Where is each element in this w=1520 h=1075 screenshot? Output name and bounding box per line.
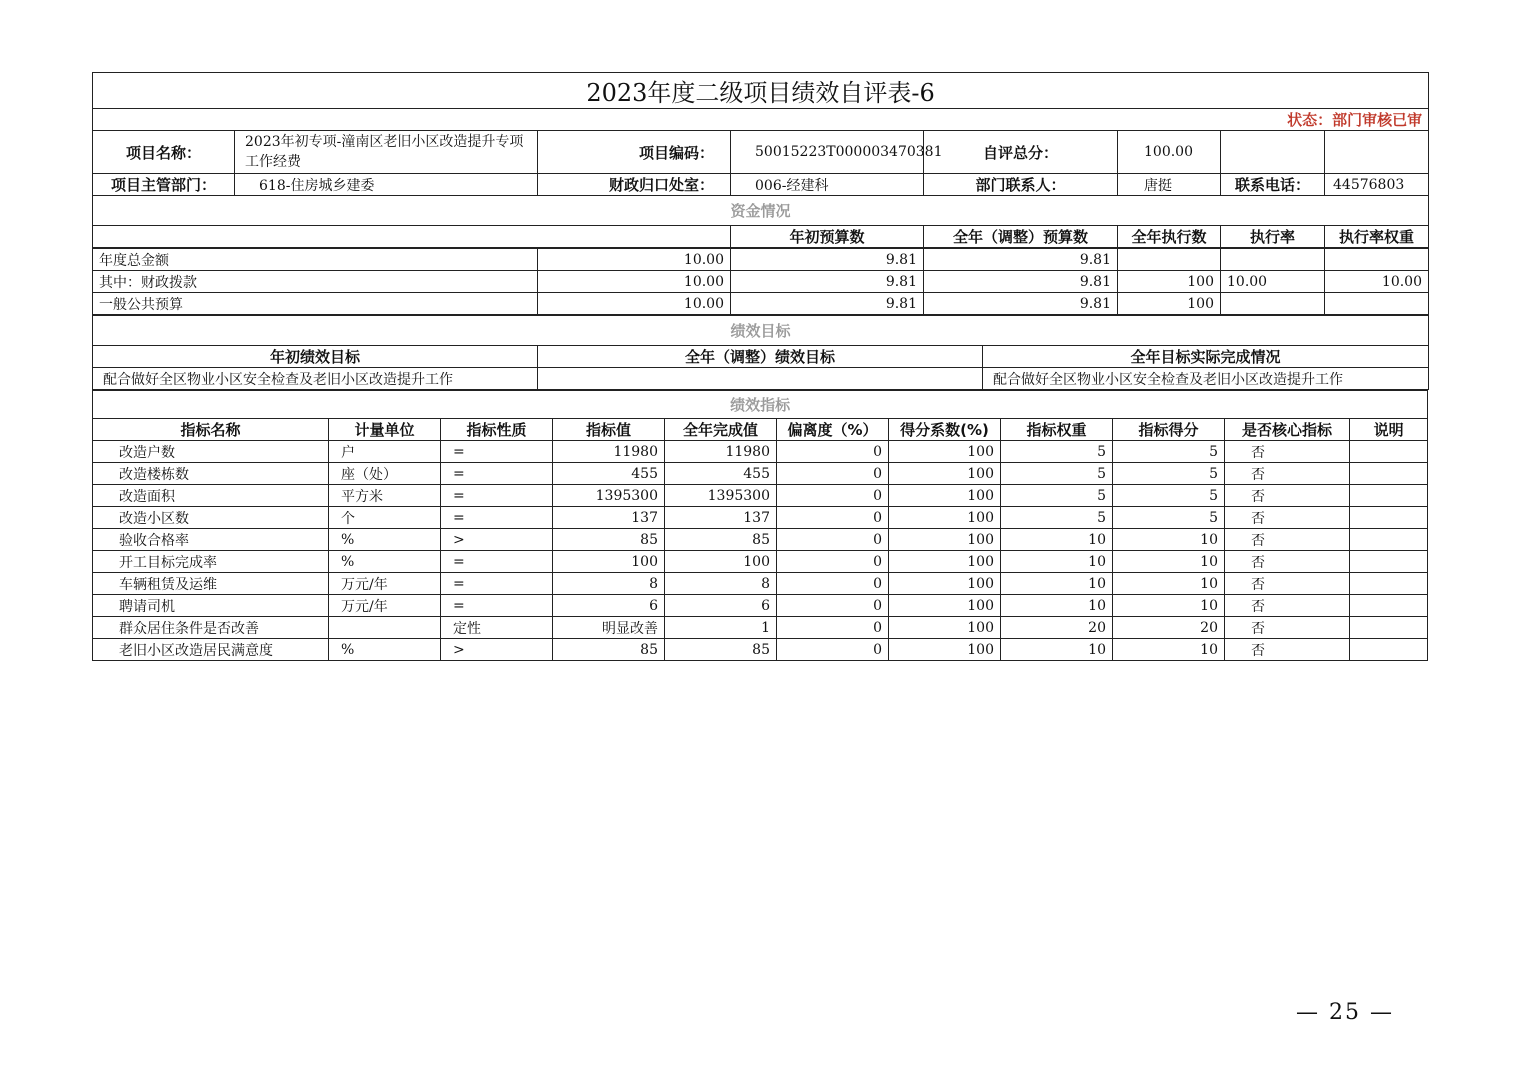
goals-header: 年初绩效目标 bbox=[93, 346, 538, 368]
indicator-header: 指标得分 bbox=[1113, 419, 1225, 441]
indicator-cell: 5 bbox=[1113, 441, 1225, 463]
indicator-cell: % bbox=[329, 551, 441, 573]
table-row bbox=[93, 573, 1428, 595]
page-number: — 25 — bbox=[1296, 1000, 1394, 1025]
funds-table bbox=[92, 248, 1429, 315]
indicator-cell: = bbox=[441, 573, 553, 595]
funds-cell: 9.81 bbox=[924, 293, 1118, 315]
status-badge: 状态：部门审核已审 bbox=[93, 109, 1429, 131]
indicator-cell: 6 bbox=[553, 595, 665, 617]
funds-section-title: 资金情况 bbox=[93, 196, 1429, 226]
indicator-cell bbox=[1350, 617, 1428, 639]
indicators-table bbox=[92, 390, 1428, 661]
indicator-cell: 0 bbox=[777, 617, 889, 639]
contact-label: 部门联系人： bbox=[924, 174, 1118, 196]
project-name-value: 2023年初专项-潼南区老旧小区改造提升专项工作经费 bbox=[235, 131, 538, 174]
indicator-cell: 100 bbox=[889, 617, 1001, 639]
indicator-header: 偏离度（%） bbox=[777, 419, 889, 441]
goals-section-title: 绩效目标 bbox=[93, 316, 1429, 346]
indicator-cell: 座（处） bbox=[329, 463, 441, 485]
table-row bbox=[93, 271, 1429, 293]
indicator-cell: 0 bbox=[777, 507, 889, 529]
indicator-cell bbox=[329, 617, 441, 639]
indicator-cell: = bbox=[441, 551, 553, 573]
indicator-cell: 100 bbox=[889, 639, 1001, 661]
indicator-cell: 否 bbox=[1225, 551, 1350, 573]
indicator-cell bbox=[1350, 639, 1428, 661]
empty-cell bbox=[1221, 131, 1325, 174]
indicator-cell: > bbox=[441, 639, 553, 661]
funds-header-blank bbox=[93, 226, 731, 248]
phone-label: 联系电话： bbox=[1221, 174, 1325, 196]
dept-value: 618-住房城乡建委 bbox=[235, 174, 538, 196]
indicator-cell: 5 bbox=[1113, 463, 1225, 485]
indicator-cell: > bbox=[441, 529, 553, 551]
goal-actual: 配合做好全区物业小区安全检查及老旧小区改造提升工作 bbox=[983, 368, 1429, 390]
indicator-cell: 否 bbox=[1225, 617, 1350, 639]
funds-header: 执行率权重 bbox=[1325, 226, 1429, 248]
indicator-cell: 0 bbox=[777, 639, 889, 661]
table-row bbox=[93, 529, 1428, 551]
indicator-cell: 万元/年 bbox=[329, 595, 441, 617]
indicator-cell: 100 bbox=[553, 551, 665, 573]
indicator-cell: 137 bbox=[665, 507, 777, 529]
indicator-cell: 20 bbox=[1113, 617, 1225, 639]
project-code-value: 50015223T000003470381 bbox=[731, 131, 924, 174]
indicator-header: 全年完成值 bbox=[665, 419, 777, 441]
funds-cell: 9.81 bbox=[731, 271, 924, 293]
indicator-cell: % bbox=[329, 639, 441, 661]
indicator-cell: 1395300 bbox=[553, 485, 665, 507]
table-row bbox=[93, 463, 1428, 485]
indicator-cell: 否 bbox=[1225, 507, 1350, 529]
indicator-cell bbox=[1350, 595, 1428, 617]
indicator-cell: % bbox=[329, 529, 441, 551]
indicator-cell: 5 bbox=[1001, 441, 1113, 463]
indicator-cell: 0 bbox=[777, 463, 889, 485]
table-row bbox=[93, 639, 1428, 661]
dept-label: 项目主管部门： bbox=[93, 174, 235, 196]
indicator-cell: 5 bbox=[1001, 463, 1113, 485]
indicator-name: 老旧小区改造居民满意度 bbox=[93, 639, 329, 661]
indicator-cell: 10 bbox=[1113, 595, 1225, 617]
funds-cell bbox=[1325, 293, 1429, 315]
indicator-cell: 0 bbox=[777, 595, 889, 617]
indicator-cell: 10 bbox=[1001, 595, 1113, 617]
funds-cell bbox=[1325, 249, 1429, 271]
indicator-header: 得分系数(%) bbox=[889, 419, 1001, 441]
funds-row-label: 其中：财政拨款 bbox=[93, 271, 538, 293]
indicator-cell: 85 bbox=[553, 639, 665, 661]
indicator-cell: 否 bbox=[1225, 529, 1350, 551]
indicator-cell: 100 bbox=[889, 551, 1001, 573]
funds-cell: 100 bbox=[1118, 293, 1221, 315]
indicator-cell: 20 bbox=[1001, 617, 1113, 639]
indicator-rows bbox=[93, 441, 1428, 661]
indicator-cell bbox=[1350, 573, 1428, 595]
goal-adjusted bbox=[538, 368, 983, 390]
indicator-name: 改造楼栋数 bbox=[93, 463, 329, 485]
indicator-cell: 万元/年 bbox=[329, 573, 441, 595]
funds-cell: 9.81 bbox=[731, 249, 924, 271]
funds-header: 执行率 bbox=[1221, 226, 1325, 248]
indicator-cell: 455 bbox=[553, 463, 665, 485]
funds-cell: 9.81 bbox=[924, 249, 1118, 271]
indicator-cell: 11980 bbox=[665, 441, 777, 463]
table-row bbox=[93, 368, 1429, 390]
indicator-cell: 85 bbox=[665, 529, 777, 551]
goal-initial: 配合做好全区物业小区安全检查及老旧小区改造提升工作 bbox=[93, 368, 538, 390]
indicator-header: 是否核心指标 bbox=[1225, 419, 1350, 441]
funds-row-label: 年度总金额 bbox=[93, 249, 538, 271]
funds-header: 全年执行数 bbox=[1118, 226, 1221, 248]
project-code-label: 项目编码： bbox=[538, 131, 731, 174]
funds-header: 全年（调整）预算数 bbox=[924, 226, 1118, 248]
indicator-cell: 6 bbox=[665, 595, 777, 617]
table-row bbox=[93, 441, 1428, 463]
indicator-cell bbox=[1350, 441, 1428, 463]
indicator-cell: 8 bbox=[553, 573, 665, 595]
indicator-cell: 1395300 bbox=[665, 485, 777, 507]
funds-cell: 10.00 bbox=[538, 249, 731, 271]
table-row bbox=[93, 595, 1428, 617]
indicator-cell: 10 bbox=[1001, 573, 1113, 595]
funds-cell: 100 bbox=[1118, 271, 1221, 293]
goals-header: 全年（调整）绩效目标 bbox=[538, 346, 983, 368]
indicator-header: 说明 bbox=[1350, 419, 1428, 441]
goals-header: 全年目标实际完成情况 bbox=[983, 346, 1429, 368]
summary-table bbox=[92, 72, 1429, 248]
indicator-cell: 100 bbox=[889, 485, 1001, 507]
table-row bbox=[93, 249, 1429, 271]
indicator-cell: 10 bbox=[1001, 551, 1113, 573]
indicators-section-title: 绩效指标 bbox=[93, 391, 1428, 419]
funds-cell: 10.00 bbox=[1221, 271, 1325, 293]
indicator-cell: 0 bbox=[777, 485, 889, 507]
indicator-name: 聘请司机 bbox=[93, 595, 329, 617]
indicator-cell: 5 bbox=[1113, 507, 1225, 529]
indicator-cell: 8 bbox=[665, 573, 777, 595]
indicator-cell: 否 bbox=[1225, 485, 1350, 507]
indicator-name: 改造面积 bbox=[93, 485, 329, 507]
indicator-header: 指标性质 bbox=[441, 419, 553, 441]
indicator-name: 改造小区数 bbox=[93, 507, 329, 529]
project-name-label: 项目名称： bbox=[93, 131, 235, 174]
indicator-header: 指标名称 bbox=[93, 419, 329, 441]
indicator-cell: 否 bbox=[1225, 573, 1350, 595]
funds-row-label: 一般公共预算 bbox=[93, 293, 538, 315]
indicator-cell: 明显改善 bbox=[553, 617, 665, 639]
indicator-name: 改造户数 bbox=[93, 441, 329, 463]
indicator-cell: 否 bbox=[1225, 639, 1350, 661]
indicator-cell: 11980 bbox=[553, 441, 665, 463]
funds-cell: 10.00 bbox=[538, 271, 731, 293]
funds-cell bbox=[1221, 249, 1325, 271]
page-title: 2023年度二级项目绩效自评表-6 bbox=[93, 73, 1429, 109]
table-row bbox=[93, 507, 1428, 529]
indicator-cell: 455 bbox=[665, 463, 777, 485]
contact-value: 唐挺 bbox=[1118, 174, 1221, 196]
indicator-cell: 5 bbox=[1001, 507, 1113, 529]
indicator-cell bbox=[1350, 507, 1428, 529]
finance-label: 财政归口处室： bbox=[538, 174, 731, 196]
indicator-header: 指标值 bbox=[553, 419, 665, 441]
indicator-cell: 100 bbox=[889, 529, 1001, 551]
funds-cell: 10.00 bbox=[538, 293, 731, 315]
funds-cell: 9.81 bbox=[924, 271, 1118, 293]
indicator-cell: 85 bbox=[553, 529, 665, 551]
funds-cell bbox=[1221, 293, 1325, 315]
indicator-cell: = bbox=[441, 463, 553, 485]
goals-table bbox=[92, 315, 1429, 390]
table-row bbox=[93, 293, 1429, 315]
indicator-cell: 10 bbox=[1113, 573, 1225, 595]
phone-value: 44576803 bbox=[1325, 174, 1429, 196]
indicator-cell: 平方米 bbox=[329, 485, 441, 507]
indicator-cell: 0 bbox=[777, 551, 889, 573]
indicator-cell: 100 bbox=[889, 463, 1001, 485]
finance-value: 006-经建科 bbox=[731, 174, 924, 196]
indicator-cell: 10 bbox=[1001, 639, 1113, 661]
indicator-cell: 5 bbox=[1001, 485, 1113, 507]
indicator-cell: 否 bbox=[1225, 595, 1350, 617]
indicator-cell bbox=[1350, 529, 1428, 551]
funds-cell: 9.81 bbox=[731, 293, 924, 315]
indicator-cell: = bbox=[441, 441, 553, 463]
indicator-cell: 定性 bbox=[441, 617, 553, 639]
indicator-cell: 100 bbox=[665, 551, 777, 573]
indicator-cell bbox=[1350, 485, 1428, 507]
score-label: 自评总分： bbox=[924, 131, 1118, 174]
empty-cell bbox=[1325, 131, 1429, 174]
indicator-cell bbox=[1350, 551, 1428, 573]
indicator-cell: 100 bbox=[889, 573, 1001, 595]
indicator-name: 群众居住条件是否改善 bbox=[93, 617, 329, 639]
indicator-cell: 85 bbox=[665, 639, 777, 661]
indicator-name: 车辆租赁及运维 bbox=[93, 573, 329, 595]
indicator-cell: 0 bbox=[777, 529, 889, 551]
indicator-cell: 否 bbox=[1225, 463, 1350, 485]
indicator-cell: 0 bbox=[777, 573, 889, 595]
indicator-cell: 个 bbox=[329, 507, 441, 529]
funds-cell bbox=[1118, 249, 1221, 271]
table-row bbox=[93, 485, 1428, 507]
indicator-cell: 100 bbox=[889, 507, 1001, 529]
indicator-cell: 1 bbox=[665, 617, 777, 639]
indicator-header: 计量单位 bbox=[329, 419, 441, 441]
indicator-name: 验收合格率 bbox=[93, 529, 329, 551]
indicator-cell: 户 bbox=[329, 441, 441, 463]
funds-cell: 10.00 bbox=[1325, 271, 1429, 293]
indicator-cell: 0 bbox=[777, 441, 889, 463]
indicator-cell: 137 bbox=[553, 507, 665, 529]
indicator-cell: 5 bbox=[1113, 485, 1225, 507]
indicator-cell: = bbox=[441, 595, 553, 617]
indicator-cell: = bbox=[441, 507, 553, 529]
indicator-cell: 否 bbox=[1225, 441, 1350, 463]
score-value: 100.00 bbox=[1118, 131, 1221, 174]
table-row bbox=[93, 617, 1428, 639]
indicator-cell: 10 bbox=[1113, 639, 1225, 661]
indicator-cell: 100 bbox=[889, 595, 1001, 617]
indicator-cell: 10 bbox=[1001, 529, 1113, 551]
indicator-cell: = bbox=[441, 485, 553, 507]
table-row bbox=[93, 551, 1428, 573]
funds-header: 年初预算数 bbox=[731, 226, 924, 248]
indicator-cell: 10 bbox=[1113, 529, 1225, 551]
indicator-cell bbox=[1350, 463, 1428, 485]
indicator-cell: 10 bbox=[1113, 551, 1225, 573]
evaluation-sheet bbox=[92, 72, 1428, 661]
indicator-name: 开工目标完成率 bbox=[93, 551, 329, 573]
indicator-cell: 100 bbox=[889, 441, 1001, 463]
indicator-header: 指标权重 bbox=[1001, 419, 1113, 441]
